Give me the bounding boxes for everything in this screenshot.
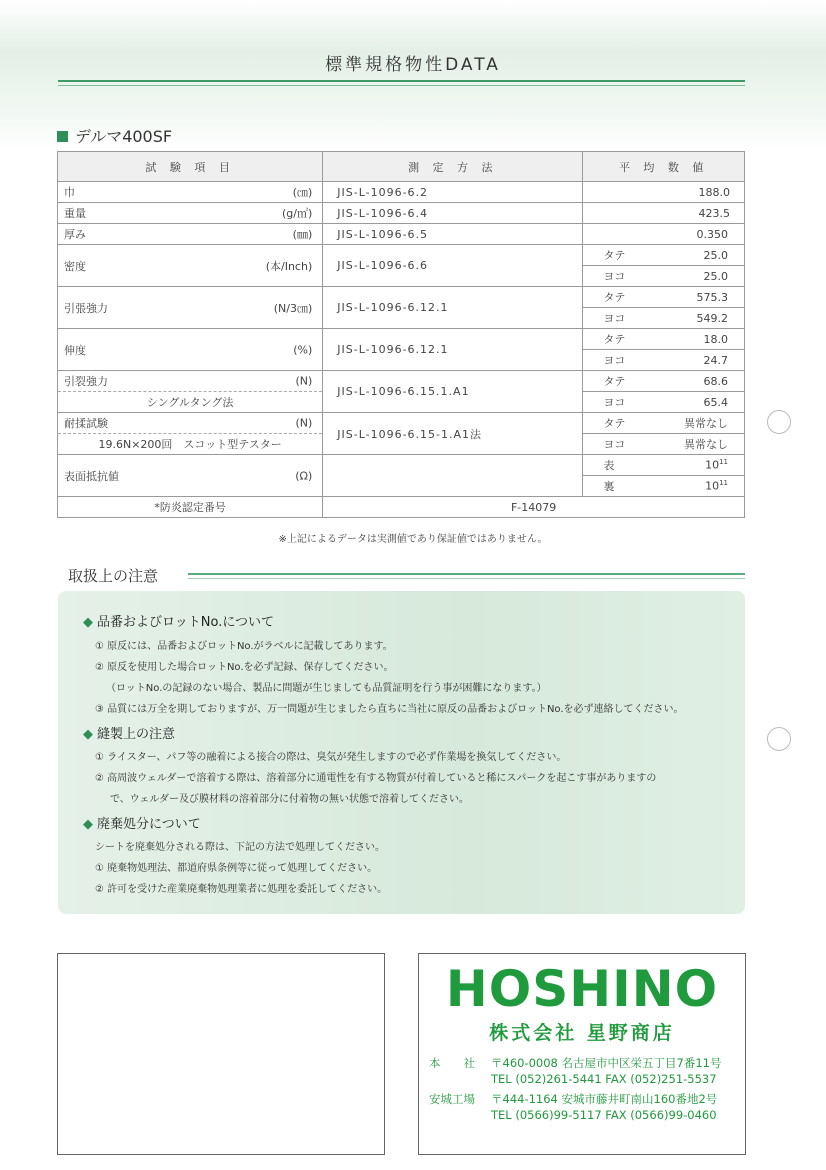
table-row — [58, 371, 745, 392]
caution-title: 取扱上の注意 — [68, 567, 159, 585]
caution-section-heading: ◆ 廃棄処分について — [83, 817, 201, 832]
caution-divider — [188, 573, 745, 579]
value-cell: 549.2 — [657, 308, 744, 329]
direction-cell: ヨコ — [583, 350, 657, 371]
item-cell: 厚み (㎜) — [58, 224, 323, 245]
direction-cell: 表 — [583, 455, 657, 476]
caution-line: （ロットNo.の記録のない場合、製品に問題が生じましても品質証明を行う事が困難になります。） — [106, 683, 547, 694]
table-row — [58, 329, 745, 350]
company-box — [418, 953, 746, 1155]
spec-table — [57, 151, 745, 518]
item-cell: *防炎認定番号 — [58, 497, 323, 518]
caution-line: ② 原反を使用した場合ロットNo.を必ず記録、保存してください。 — [95, 662, 394, 673]
value-cell: 188.0 — [583, 182, 745, 203]
direction-cell: タテ — [583, 245, 657, 266]
value-cell: 24.7 — [657, 350, 744, 371]
item-cell: 伸度 (%) — [58, 329, 323, 371]
direction-cell: タテ — [583, 287, 657, 308]
direction-cell: ヨコ — [583, 266, 657, 287]
value-cell: 575.3 — [657, 287, 744, 308]
diamond-bullet-icon: ◆ — [83, 817, 93, 832]
exponent: 11 — [719, 479, 728, 488]
header-test-item: 試 験 項 目 — [58, 152, 323, 182]
value-cell: 68.6 — [657, 371, 744, 392]
caution-line: ③ 品質には万全を期しておりますが、万一問題が生じましたら直ちに当社に原反の品番およびロットNo.を必ず連絡してください。 — [95, 704, 684, 715]
table-row — [58, 203, 745, 224]
method-cell — [323, 455, 583, 497]
item-cell: 密度 (本/Inch) — [58, 245, 323, 287]
diamond-bullet-icon: ◆ — [83, 727, 93, 742]
method-cell: JIS-L-1096-6.5 — [323, 224, 583, 245]
binder-hole-icon — [767, 410, 791, 434]
factory-label: 安城工場 — [429, 1092, 475, 1106]
method-cell: JIS-L-1096-6.15-1.A1法 — [323, 413, 583, 455]
caution-section-heading: ◆ 品番およびロットNo.について — [83, 615, 275, 630]
caution-line: ② 許可を受けた産業廃棄物処理業者に処理を委託してください。 — [95, 884, 388, 895]
value-cell: 異常なし — [657, 413, 744, 434]
direction-cell: タテ — [583, 413, 657, 434]
caution-line: ① 原反には、品番およびロットNo.がラベルに記載してあります。 — [95, 641, 393, 652]
header-average: 平 均 数 値 — [583, 152, 745, 182]
product-name: デルマ400SF — [75, 127, 173, 146]
item-cell: 巾 (㎝) — [58, 182, 323, 203]
direction-cell: タテ — [583, 329, 657, 350]
item-cell: 耐揉試験 (N) — [58, 413, 323, 434]
table-row — [58, 245, 745, 266]
sub-item-cell: 19.6N×200回 スコット型テスター — [58, 434, 323, 455]
caution-line: で、ウェルダー及び膜材料の溶着部分に付着物の無い状態で溶着してください。 — [110, 794, 469, 805]
caution-line: ② 高周波ウェルダーで溶着する際は、溶着部分に通電性を有する物質が付着していると稀にスパークを起こす事がありますの — [95, 773, 657, 784]
direction-cell: ヨコ — [583, 392, 657, 413]
caution-line: ① ライスター、パフ等の融着による接合の際は、臭気が発生しますので必ず作業場を換気してください。 — [95, 752, 567, 763]
hq-address: 〒460-0008 名古屋市中区栄五丁目7番11号 — [491, 1056, 722, 1070]
factory-phone: TEL (0566)99-5117 FAX (0566)99-0460 — [491, 1108, 717, 1122]
value-cell: 異常なし — [657, 434, 744, 455]
factory-address: 〒444-1164 安城市藤井町南山160番地2号 — [491, 1092, 718, 1106]
direction-cell: ヨコ — [583, 434, 657, 455]
table-row — [58, 224, 745, 245]
value-cell: 65.4 — [657, 392, 744, 413]
company-logo: HOSHINO — [445, 960, 719, 1018]
table-row — [58, 287, 745, 308]
hq-phone: TEL (052)261-5441 FAX (052)251-5537 — [491, 1072, 717, 1086]
item-cell: 重量 (g/㎡) — [58, 203, 323, 224]
table-header-row — [58, 152, 745, 182]
item-cell: 引裂強力 (N) — [58, 371, 323, 392]
value-cell: 18.0 — [657, 329, 744, 350]
hq-label: 本 社 — [429, 1056, 475, 1070]
method-cell: JIS-L-1096-6.2 — [323, 182, 583, 203]
company-name: 株式会社 星野商店 — [489, 1022, 675, 1044]
direction-cell: タテ — [583, 371, 657, 392]
value-cell: F-14079 — [323, 497, 745, 518]
method-cell: JIS-L-1096-6.12.1 — [323, 287, 583, 329]
table-row — [58, 182, 745, 203]
direction-cell: ヨコ — [583, 308, 657, 329]
table-row — [58, 455, 745, 476]
dealer-stamp-box — [57, 953, 385, 1155]
value-cell: 423.5 — [583, 203, 745, 224]
value-cell: 25.0 — [657, 245, 744, 266]
page-title: 標準規格物性DATA — [325, 55, 501, 75]
caution-line: ① 廃棄物処理法、都道府県条例等に従って処理してください。 — [95, 863, 378, 874]
method-cell: JIS-L-1096-6.6 — [323, 245, 583, 287]
item-cell: 表面抵抗値 (Ω) — [58, 455, 323, 497]
method-cell: JIS-L-1096-6.12.1 — [323, 329, 583, 371]
header-method: 測 定 方 法 — [323, 152, 583, 182]
caution-panel — [58, 591, 745, 914]
data-disclaimer: ※上記によるデータは実測値であり保証値ではありません。 — [278, 534, 548, 545]
binder-hole-icon — [767, 727, 791, 751]
square-bullet-icon — [57, 131, 68, 142]
caution-line: シートを廃棄処分される際は、下記の方法で処理してください。 — [95, 842, 385, 853]
caution-section-heading: ◆ 縫製上の注意 — [83, 727, 176, 742]
item-cell: 引張強力 (N/3㎝) — [58, 287, 323, 329]
method-cell: JIS-L-1096-6.4 — [323, 203, 583, 224]
value-cell: $10^{11}$ — [657, 476, 744, 497]
value-cell: 25.0 — [657, 266, 744, 287]
table-row — [58, 497, 745, 518]
sub-item-cell: シングルタング法 — [58, 392, 323, 413]
direction-cell: 裏 — [583, 476, 657, 497]
diamond-bullet-icon: ◆ — [83, 615, 93, 630]
product-heading — [57, 124, 172, 147]
table-row — [58, 413, 745, 434]
value-cell: $10^{11}$ — [657, 455, 744, 476]
value-cell: 0.350 — [583, 224, 745, 245]
method-cell: JIS-L-1096-6.15.1.A1 — [323, 371, 583, 413]
header-divider — [58, 80, 745, 86]
exponent: 11 — [719, 458, 728, 467]
